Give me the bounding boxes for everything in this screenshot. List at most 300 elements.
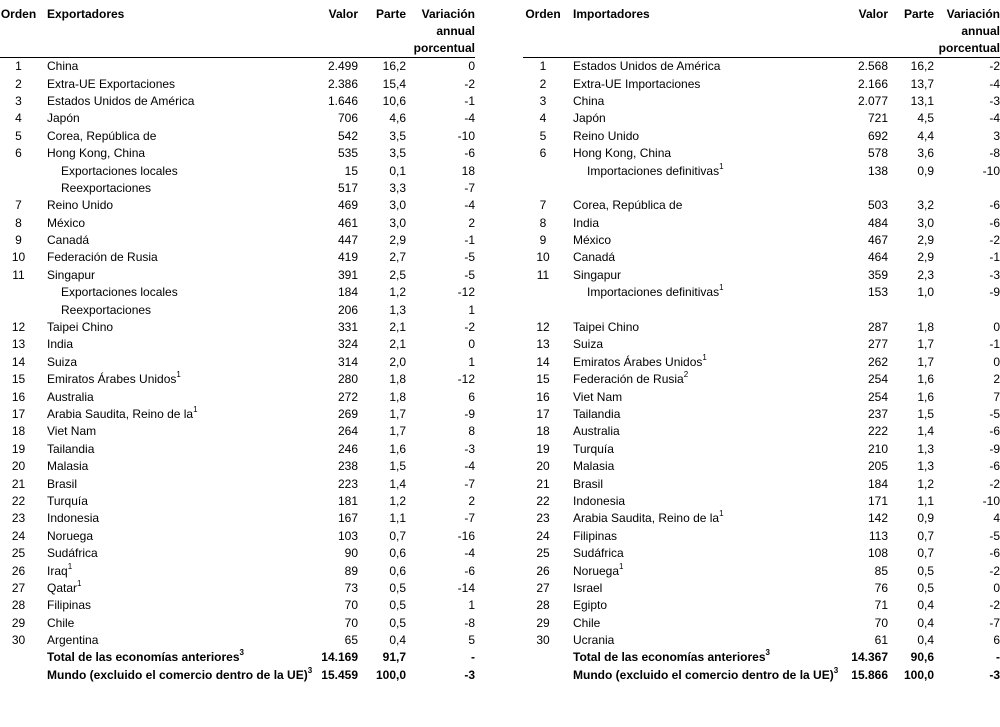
row-economy: Australia	[47, 389, 94, 404]
row-change: 2	[468, 493, 475, 508]
row-value: 76	[874, 580, 888, 595]
col-header-exporters: Exportadores	[47, 7, 125, 21]
row-economy: México	[573, 233, 612, 248]
row-rank: 12	[536, 320, 550, 335]
table-row	[0, 249, 475, 266]
row-change: -3	[989, 93, 1000, 108]
row-economy: Filipinas	[573, 528, 618, 543]
row-rank: 9	[539, 233, 547, 248]
row-economy: Filipinas	[47, 598, 92, 613]
row-rank	[0, 180, 37, 197]
row-economy-text: Federación de Rusia	[573, 372, 684, 387]
total-row	[0, 649, 475, 666]
row-change: -1	[464, 93, 475, 108]
row-economy: Singapur	[47, 267, 96, 282]
row-value: 359	[867, 267, 888, 282]
row-economy	[563, 510, 822, 527]
row-rank: 13	[11, 337, 26, 352]
row-share: 2,5	[389, 267, 406, 282]
col-header-importers: Importadores	[573, 7, 650, 21]
table-row	[523, 388, 1000, 405]
row-share: 1,6	[917, 389, 934, 404]
row-economy	[563, 162, 822, 179]
table-row	[523, 75, 1000, 92]
total-change: -3	[989, 667, 1000, 682]
row-value: 277	[867, 337, 888, 352]
row-economy: Reino Unido	[573, 128, 640, 143]
row-value: 73	[344, 580, 358, 595]
row-value: 419	[337, 250, 358, 265]
table-row	[523, 93, 1000, 110]
row-economy: Singapur	[573, 267, 622, 282]
row-economy: Exportaciones locales	[61, 285, 178, 300]
row-economy: Estados Unidos de América	[573, 59, 721, 74]
row-change: -2	[989, 563, 1000, 578]
table-row	[523, 145, 1000, 162]
row-value	[822, 180, 888, 197]
row-change: 8	[468, 424, 475, 439]
table-row	[0, 284, 475, 301]
row-rank: 6	[539, 146, 547, 161]
row-share: 2,1	[389, 337, 406, 352]
row-rank: 14	[11, 354, 26, 369]
row-economy: Turquía	[47, 493, 88, 508]
table-row	[523, 301, 1000, 318]
row-share: 10,6	[382, 93, 406, 108]
row-value: 706	[337, 111, 358, 126]
row-change: 5	[468, 633, 475, 648]
row-share: 3,5	[389, 128, 406, 143]
row-change: 1	[468, 302, 475, 317]
row-economy	[37, 580, 290, 597]
row-change: 6	[468, 389, 475, 404]
table-row	[523, 597, 1000, 614]
col-header-change-line2: annual	[961, 24, 1000, 38]
row-value: 2.499	[327, 59, 358, 74]
table-row	[0, 632, 475, 649]
row-change: -9	[464, 407, 475, 421]
row-change: 1	[468, 598, 475, 613]
table-row	[0, 388, 475, 405]
row-rank: 27	[536, 580, 550, 595]
row-rank: 15	[11, 372, 26, 387]
total-label-text: Total de las economías anteriores	[573, 650, 766, 665]
row-change: -8	[989, 146, 1000, 161]
table-row	[0, 319, 475, 336]
row-economy	[563, 354, 822, 371]
footnote-marker: 3	[307, 665, 313, 675]
row-rank	[523, 180, 563, 197]
row-value: 153	[867, 285, 888, 300]
table-row	[523, 615, 1000, 632]
row-change: -4	[464, 546, 475, 561]
row-share: 1,6	[389, 441, 406, 456]
row-economy: Suiza	[573, 337, 604, 352]
row-value: 15	[344, 163, 358, 178]
row-change: -10	[982, 493, 1000, 508]
table-row	[0, 423, 475, 440]
table-row	[523, 510, 1000, 527]
row-economy-text: Emiratos Árabes Unidos	[47, 372, 177, 387]
row-economy	[37, 406, 290, 423]
table-row	[523, 354, 1000, 371]
row-value: 721	[867, 111, 888, 126]
row-change: -1	[989, 337, 1000, 352]
row-economy: China	[47, 59, 79, 74]
row-share: 3,5	[389, 146, 406, 161]
row-rank: 19	[536, 441, 550, 456]
row-economy: Malasia	[47, 459, 89, 474]
row-share: 13,1	[910, 93, 934, 108]
row-share: 16,2	[910, 59, 934, 74]
row-change: 18	[461, 163, 475, 178]
footnote-marker: 1	[193, 405, 198, 414]
table-row	[523, 371, 1000, 388]
row-value: 2.568	[857, 59, 888, 74]
row-rank	[523, 667, 563, 684]
row-change: -1	[464, 233, 475, 248]
row-change: -3	[464, 441, 475, 456]
col-header-change-line2: annual	[436, 24, 475, 38]
row-value	[822, 301, 888, 318]
row-share: 0,7	[917, 528, 934, 543]
row-rank: 6	[15, 146, 22, 161]
row-share: 1,3	[917, 441, 934, 456]
total-label-text: Mundo (excluido el comercio dentro de la UE)	[573, 667, 834, 682]
row-rank: 11	[536, 267, 550, 282]
row-change: -3	[989, 267, 1000, 282]
col-header-share: Parte	[375, 7, 406, 21]
row-rank: 7	[15, 198, 22, 213]
table-row	[0, 301, 475, 318]
row-share: 3,2	[917, 198, 934, 213]
row-share: 2,9	[917, 250, 934, 265]
row-change: 2	[468, 215, 475, 230]
row-change: -2	[989, 476, 1000, 491]
row-change: -4	[464, 198, 475, 213]
row-rank: 18	[536, 424, 550, 439]
exporters-table	[0, 6, 475, 684]
row-share: 0,5	[917, 580, 934, 595]
row-change: -16	[457, 528, 475, 543]
row-value: 85	[874, 563, 888, 578]
table-row	[523, 441, 1000, 458]
row-value: 65	[344, 633, 358, 648]
total-label	[37, 649, 290, 666]
row-economy: Indonesia	[47, 511, 100, 526]
row-change: 0	[468, 59, 475, 74]
row-share: 0,7	[389, 528, 406, 543]
row-economy: Argentina	[47, 633, 99, 648]
row-share: 1,8	[389, 372, 406, 387]
row-rank: 10	[11, 250, 26, 265]
total-value: 15.459	[321, 667, 358, 682]
table-row	[0, 406, 475, 423]
row-rank: 29	[11, 615, 26, 630]
row-change: -4	[464, 459, 475, 474]
table-row	[523, 197, 1000, 214]
total-value: 14.367	[851, 650, 888, 665]
row-economy	[563, 301, 822, 318]
row-share: 0,5	[389, 580, 406, 595]
table-row	[0, 110, 475, 127]
footnote-marker: 1	[67, 561, 73, 571]
row-change: -7	[989, 615, 1000, 630]
row-rank: 23	[11, 511, 26, 526]
row-share: 1,2	[389, 493, 406, 508]
row-share: 2,0	[389, 354, 406, 369]
row-economy: Japón	[573, 111, 606, 126]
table-row	[0, 493, 475, 510]
row-value: 167	[337, 511, 358, 526]
row-economy: Brasil	[47, 476, 78, 491]
table-row	[523, 162, 1000, 179]
table-row	[0, 528, 475, 545]
table-row	[523, 580, 1000, 597]
row-economy: Sudáfrica	[573, 546, 624, 561]
row-share: 1,7	[917, 354, 934, 369]
row-share: 1,3	[389, 302, 406, 317]
exporters-panel	[0, 6, 475, 684]
row-share: 1,4	[389, 476, 406, 491]
col-header-rank: Orden	[525, 7, 561, 21]
row-share: 16,2	[382, 59, 406, 74]
table-row	[0, 475, 475, 492]
row-economy: Canadá	[47, 233, 90, 248]
row-share: 0,7	[917, 546, 934, 561]
row-rank	[0, 667, 37, 684]
row-share: 0,4	[389, 633, 406, 648]
row-rank: 22	[536, 493, 550, 508]
row-value: 314	[337, 354, 358, 369]
row-value: 184	[867, 476, 888, 491]
row-share: 1,8	[917, 320, 934, 335]
row-economy: Viet Nam	[47, 424, 97, 439]
row-change: 1	[468, 354, 475, 369]
row-change: 0	[993, 320, 1000, 335]
row-value: 205	[867, 459, 888, 474]
row-share: 1,8	[389, 389, 406, 404]
table-row	[523, 493, 1000, 510]
row-value: 280	[337, 372, 358, 387]
row-economy: China	[573, 93, 605, 108]
row-share: 1,0	[917, 285, 934, 300]
row-value: 70	[874, 615, 888, 630]
row-value: 484	[867, 215, 888, 230]
row-value: 692	[867, 128, 888, 143]
row-rank	[523, 162, 563, 179]
row-value: 262	[867, 354, 888, 369]
row-rank	[523, 284, 563, 301]
table-row	[523, 180, 1000, 197]
total-value: 14.169	[321, 650, 358, 665]
row-share: 0,4	[917, 598, 934, 613]
footnote-marker: 1	[619, 561, 624, 571]
row-share: 0,5	[389, 598, 406, 613]
row-change	[934, 180, 1000, 197]
row-share: 1,3	[917, 459, 934, 474]
row-economy	[563, 284, 822, 301]
total-label-text: Mundo (excluido el comercio dentro de la UE)	[47, 667, 308, 682]
row-value: 264	[337, 424, 358, 439]
row-economy: Indonesia	[573, 493, 626, 508]
row-share: 2,7	[389, 250, 406, 265]
row-rank	[0, 649, 37, 666]
row-share: 3,3	[389, 180, 406, 195]
footnote-marker: 3	[833, 665, 839, 675]
row-rank	[0, 162, 37, 179]
footnote-marker: 2	[683, 370, 689, 380]
row-economy: Corea, República de	[47, 128, 157, 143]
row-rank: 15	[536, 372, 550, 387]
row-share: 3,6	[917, 146, 934, 161]
row-economy: México	[47, 215, 86, 230]
row-economy-text: Qatar	[47, 580, 78, 595]
row-rank: 5	[539, 128, 547, 143]
row-value: 171	[867, 493, 888, 508]
row-rank: 8	[15, 215, 22, 230]
table-row	[0, 180, 475, 197]
row-economy: Corea, República de	[573, 198, 683, 213]
table-row	[0, 597, 475, 614]
row-change: -7	[464, 511, 475, 526]
row-change: -2	[464, 320, 475, 335]
row-value: 535	[337, 146, 358, 161]
table-row	[523, 528, 1000, 545]
row-economy: Reino Unido	[47, 198, 114, 213]
row-value: 113	[868, 528, 888, 543]
row-value: 272	[337, 389, 358, 404]
row-rank: 14	[536, 354, 550, 369]
row-change: -2	[989, 598, 1000, 613]
row-share: 1,5	[389, 459, 406, 474]
row-rank: 1	[15, 59, 22, 74]
row-change: -4	[464, 111, 475, 126]
row-value: 238	[337, 459, 358, 474]
total-row	[523, 667, 1000, 684]
row-economy	[37, 562, 290, 579]
row-economy: Estados Unidos de América	[47, 93, 195, 108]
row-share: 3,0	[917, 215, 934, 230]
row-value: 2.386	[327, 76, 358, 91]
row-rank	[0, 284, 37, 301]
row-rank: 8	[539, 215, 547, 230]
row-value: 70	[344, 598, 358, 613]
row-change: 0	[993, 354, 1000, 369]
row-economy: Federación de Rusia	[47, 250, 158, 265]
row-rank: 10	[536, 250, 550, 265]
exporters-body	[0, 58, 475, 685]
table-row	[0, 441, 475, 458]
total-label	[563, 665, 839, 684]
row-value: 254	[867, 372, 888, 387]
total-label	[563, 649, 822, 666]
row-value: 391	[337, 267, 358, 282]
row-change: -12	[457, 372, 475, 387]
row-value: 2.077	[857, 93, 888, 108]
row-economy: Sudáfrica	[47, 546, 98, 561]
row-economy: Malasia	[573, 459, 615, 474]
row-value: 237	[867, 407, 888, 421]
row-rank: 9	[15, 233, 22, 248]
row-share: 2,9	[389, 233, 406, 248]
row-change: -6	[989, 198, 1000, 213]
importers-panel	[523, 6, 1000, 684]
row-economy-text: Arabia Saudita, Reino de la	[573, 511, 720, 526]
row-economy: Reexportaciones	[61, 180, 152, 195]
footnote-marker: 1	[719, 509, 724, 519]
row-rank: 29	[536, 615, 550, 630]
row-rank: 18	[11, 424, 26, 439]
row-economy: Suiza	[47, 354, 78, 369]
row-rank: 11	[12, 267, 25, 282]
row-rank: 2	[15, 76, 22, 91]
total-row	[523, 649, 1000, 666]
row-rank: 4	[15, 111, 22, 126]
row-change: -5	[464, 250, 475, 265]
footnote-marker: 3	[765, 648, 770, 658]
importers-table	[523, 6, 1000, 684]
table-row	[0, 145, 475, 162]
row-rank: 27	[11, 580, 26, 595]
row-economy: Tailandia	[573, 407, 621, 421]
row-change: -8	[464, 615, 475, 630]
row-rank: 5	[15, 128, 22, 143]
row-share	[888, 301, 934, 318]
row-value: 517	[337, 180, 358, 195]
table-row	[523, 458, 1000, 475]
table-row	[523, 545, 1000, 562]
row-share: 1,2	[917, 476, 934, 491]
table-row	[523, 267, 1000, 284]
table-row	[523, 336, 1000, 353]
total-change: -3	[464, 667, 475, 682]
row-rank: 28	[11, 598, 26, 613]
row-value: 461	[337, 215, 358, 230]
row-value: 324	[337, 337, 358, 352]
row-share: 0,4	[917, 615, 934, 630]
row-change: -6	[464, 146, 475, 161]
col-header-share: Parte	[903, 7, 934, 21]
row-share: 2,1	[389, 320, 406, 335]
row-change: -10	[457, 128, 475, 143]
row-economy: Tailandia	[47, 441, 95, 456]
row-rank: 26	[536, 563, 550, 578]
row-share: 0,5	[917, 563, 934, 578]
row-change: 0	[993, 580, 1000, 595]
table-row	[523, 475, 1000, 492]
table-row	[0, 336, 475, 353]
row-share: 2,9	[917, 233, 934, 248]
row-rank: 30	[536, 633, 550, 648]
row-rank: 25	[536, 546, 550, 561]
table-row	[0, 197, 475, 214]
row-change: -12	[457, 285, 475, 300]
row-share: 0,9	[917, 163, 934, 178]
table-row	[0, 162, 475, 179]
row-economy-text: Importaciones definitivas	[587, 285, 720, 300]
total-value: 15.866	[851, 667, 888, 682]
row-rank: 17	[536, 407, 550, 421]
row-economy: Australia	[573, 424, 620, 439]
table-row	[0, 562, 475, 579]
footnote-marker: 1	[702, 352, 707, 362]
row-economy: Hong Kong, China	[573, 146, 672, 161]
row-change: 7	[993, 389, 1000, 404]
row-share: 4,6	[389, 111, 406, 126]
table-row	[523, 632, 1000, 649]
row-value: 103	[337, 528, 358, 543]
